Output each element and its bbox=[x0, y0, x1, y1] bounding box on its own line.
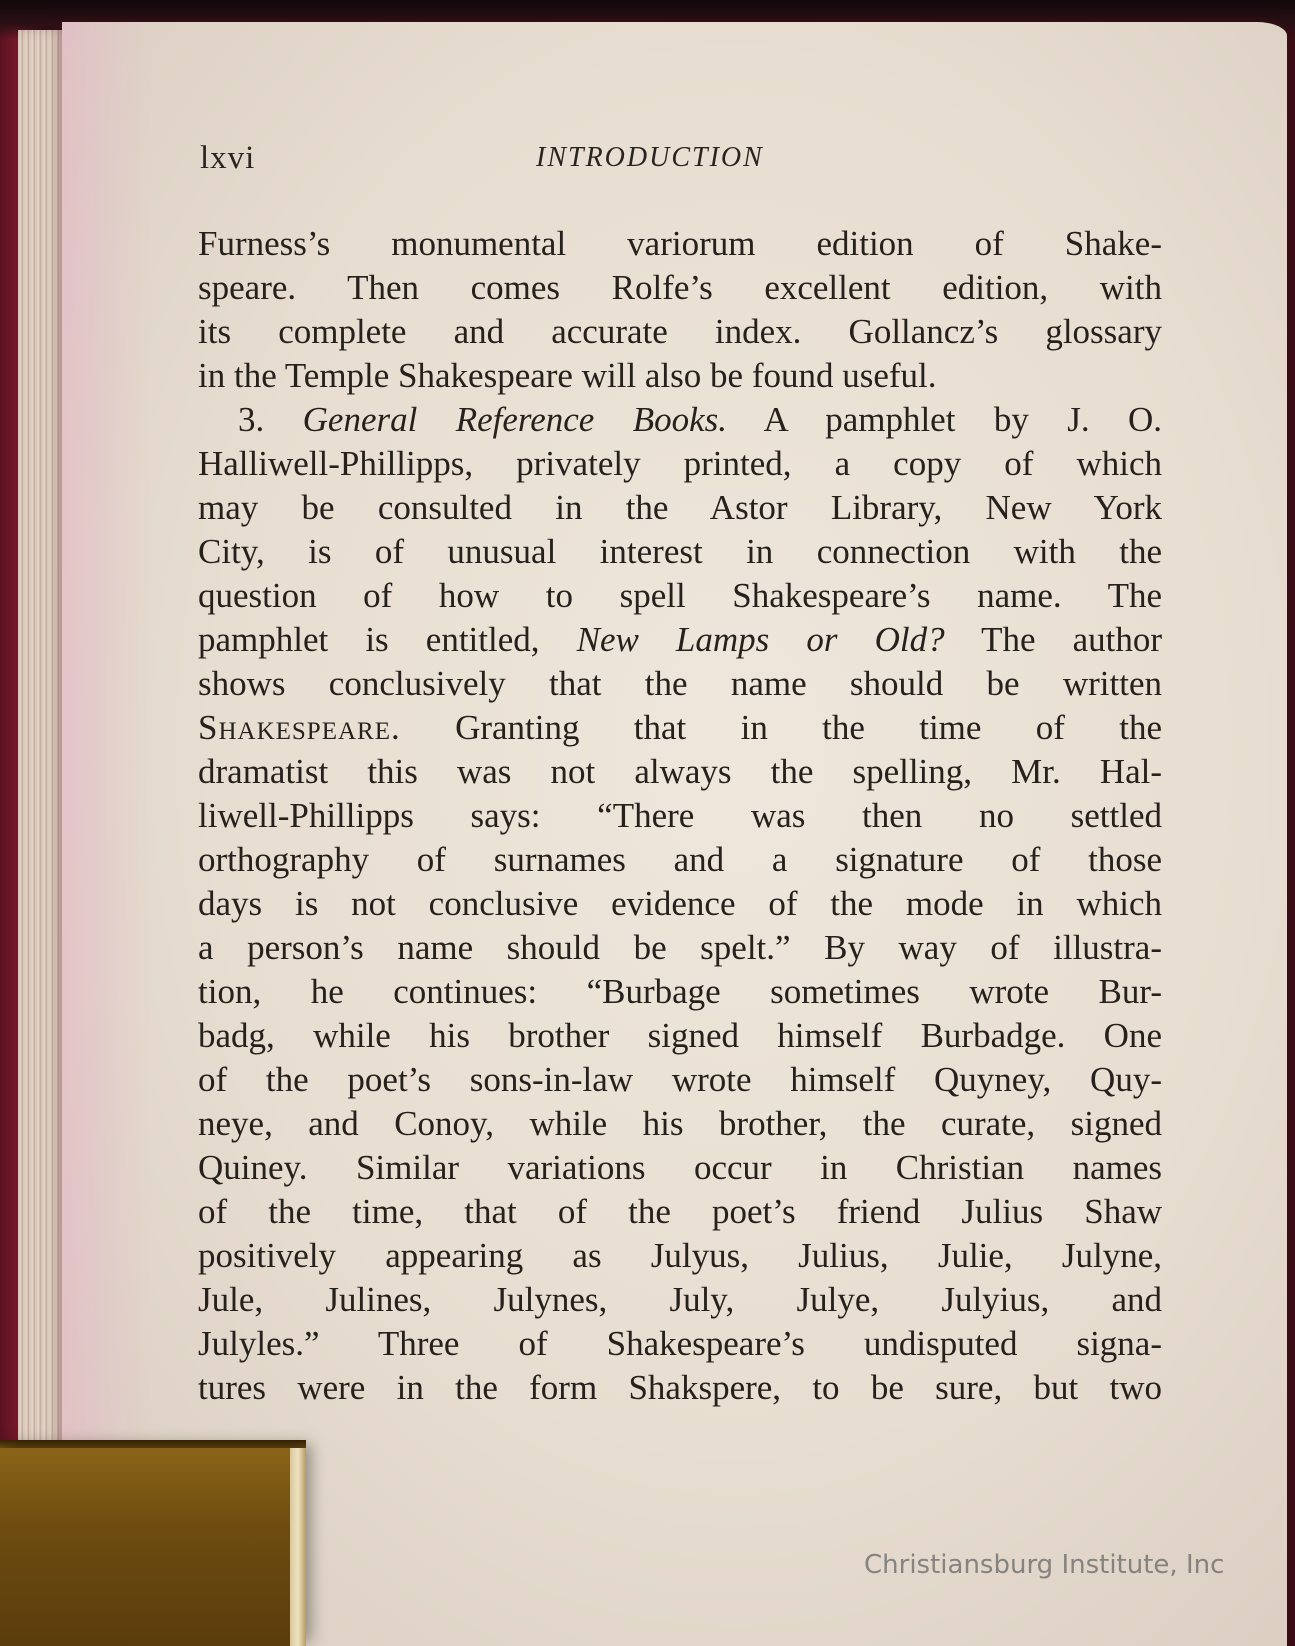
section-number: 3. bbox=[238, 400, 265, 439]
text-line: tures were in the form Shakspere, to be sure, but two bbox=[198, 1368, 1162, 1407]
text-line: positively appearing as Julyus, Julius, Julie, Julyne, bbox=[198, 1236, 1162, 1275]
section-rest: A pamphlet by J. O. bbox=[763, 400, 1162, 439]
running-head-title: INTRODUCTION bbox=[536, 142, 764, 173]
text-line: speare. Then comes Rolfe’s excellent edition, with bbox=[198, 268, 1162, 307]
page-number: lxvi bbox=[200, 140, 256, 176]
text-line: Furness’s monumental variorum edition of Shake- bbox=[198, 224, 1162, 263]
running-head bbox=[200, 140, 810, 180]
text-line: Julyles.” Three of Shakespeare’s undisputed signa- bbox=[198, 1324, 1162, 1363]
text-line: badg, while his brother signed himself Burbadge. One bbox=[198, 1016, 1162, 1055]
name-small-caps: Shakespeare. bbox=[198, 708, 401, 747]
text-line: of the poet’s sons-in-law wrote himself Quyney, Quy- bbox=[198, 1060, 1162, 1099]
foreground-book-edge bbox=[290, 1448, 306, 1646]
pamphlet-after: The author bbox=[981, 620, 1162, 659]
text-line: Quiney. Similar variations occur in Christian names bbox=[198, 1148, 1162, 1187]
text-line: of the time, that of the poet’s friend Julius Shaw bbox=[198, 1192, 1162, 1231]
pamphlet-before: pamphlet is entitled, bbox=[198, 620, 540, 659]
body-text bbox=[198, 222, 1162, 1410]
text-line: Halliwell-Phillipps, privately printed, a copy of which bbox=[198, 444, 1162, 483]
text-line: question of how to spell Shakespeare’s name. The bbox=[198, 576, 1162, 615]
small-caps-line bbox=[198, 706, 1162, 750]
foreground-book bbox=[0, 1448, 305, 1646]
section-title: General Reference Books. bbox=[302, 400, 727, 439]
section-heading-line bbox=[198, 398, 1162, 442]
pamphlet-title: New Lamps or Old? bbox=[576, 620, 945, 659]
text-line: orthography of surnames and a signature of those bbox=[198, 840, 1162, 879]
text-line: in the Temple Shakespeare will also be found useful. bbox=[198, 356, 937, 395]
pamphlet-line bbox=[198, 618, 1162, 662]
text-line: may be consulted in the Astor Library, New York bbox=[198, 488, 1162, 527]
text-line: Jule, Julines, Julynes, July, Julye, Julyius, and bbox=[198, 1280, 1162, 1319]
text-line: neye, and Conoy, while his brother, the curate, signed bbox=[198, 1104, 1162, 1143]
text-line: days is not conclusive evidence of the mode in which bbox=[198, 884, 1162, 923]
text-line: shows conclusively that the name should be written bbox=[198, 664, 1162, 703]
text-line: a person’s name should be spelt.” By way of illustra- bbox=[198, 928, 1162, 967]
text-line: liwell-Phillipps says: “There was then no settled bbox=[198, 796, 1162, 835]
watermark: Christiansburg Institute, Inc bbox=[864, 1550, 1225, 1580]
text-line: its complete and accurate index. Gollancz’s glossary bbox=[198, 312, 1162, 351]
text-line: dramatist this was not always the spelling, Mr. Hal- bbox=[198, 752, 1162, 791]
text-line: tion, he continues: “Burbage sometimes wrote Bur- bbox=[198, 972, 1162, 1011]
name-after: Granting that in the time of the bbox=[455, 708, 1162, 747]
text-line: City, is of unusual interest in connection with the bbox=[198, 532, 1162, 571]
